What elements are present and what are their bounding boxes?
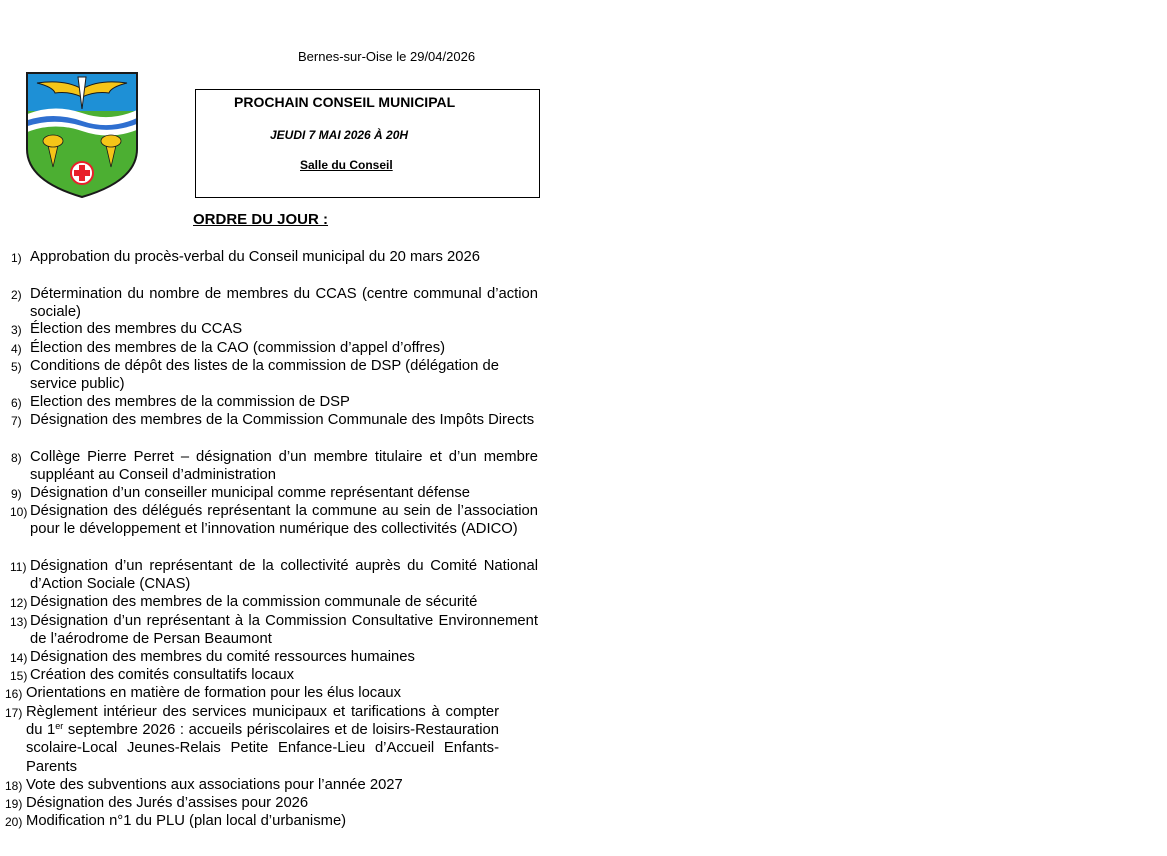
agenda-item-text xyxy=(26,703,499,776)
coat-of-arms-icon xyxy=(25,71,139,199)
agenda-item-number: 15) xyxy=(10,669,28,683)
agenda-item-number: 8) xyxy=(11,451,22,465)
agenda-item-number: 14) xyxy=(10,651,28,665)
agenda-item-number: 6) xyxy=(11,396,22,410)
agenda-item-text: Détermination du nombre de membres du CCAS (centre communal d’action sociale) xyxy=(30,286,538,321)
agenda-item-text: Désignation d’un représentant de la collectivité auprès du Comité National d’Action Sociale (CNAS) xyxy=(30,558,538,593)
agenda-item-number: 12) xyxy=(10,596,28,610)
ordinal-superscript: er xyxy=(55,721,64,732)
agenda-item-text: Désignation des Jurés d’assises pour 2026 xyxy=(26,795,309,811)
agenda-item-text: Election des membres de la commission de DSP xyxy=(30,394,350,410)
agenda-item-number: 3) xyxy=(11,323,22,337)
agenda-heading: ORDRE DU JOUR : xyxy=(193,211,329,228)
agenda-item-text: Orientations en matière de formation pour les élus locaux xyxy=(26,685,402,701)
agenda-item-text: Création des comités consultatifs locaux xyxy=(30,667,295,683)
agenda-item-number: 19) xyxy=(5,797,23,811)
maltese-cross-icon xyxy=(71,162,93,184)
agenda-item-text: Collège Pierre Perret – désignation d’un membre titulaire et d’un membre suppléant au Conseil d’administration xyxy=(30,449,538,484)
agenda-item-number: 9) xyxy=(11,487,22,501)
agenda-item-text: Désignation d’un conseiller municipal comme représentant défense xyxy=(30,485,471,501)
agenda-item-text: Désignation des délégués représentant la commune au sein de l’association pour le développement et l’innovation numérique des collectivités (ADICO) xyxy=(30,503,538,538)
agenda-item-number: 7) xyxy=(11,414,22,428)
agenda-item-number: 10) xyxy=(10,505,28,519)
agenda-item-text: Modification n°1 du PLU (plan local d’urbanisme) xyxy=(26,813,347,829)
agenda-item-number: 1) xyxy=(11,251,22,265)
agenda-item-number: 2) xyxy=(11,288,22,302)
meeting-location: Salle du Conseil xyxy=(300,158,393,172)
meeting-info-box xyxy=(195,89,540,198)
agenda-item-number: 20) xyxy=(5,815,23,829)
agenda-item-text: Élection des membres du CCAS xyxy=(30,321,243,337)
agenda-item-text: Vote des subventions aux associations pour l’année 2027 xyxy=(26,777,403,793)
agenda-item-text: Désignation des membres du comité ressources humaines xyxy=(30,649,415,665)
agenda-item-text: Désignation des membres de la commission communale de sécurité xyxy=(30,594,478,610)
agenda-item-number: 4) xyxy=(11,342,22,356)
agenda-item-text: Approbation du procès-verbal du Conseil municipal du 20 mars 2026 xyxy=(30,249,480,265)
agenda-item-text-part: Règlement intérieur des services municipaux et tarifications à compter du 1 xyxy=(26,704,499,739)
meeting-title: PROCHAIN CONSEIL MUNICIPAL xyxy=(234,94,456,110)
agenda-item-text: Conditions de dépôt des listes de la commission de DSP (délégation de service public) xyxy=(30,358,499,393)
document-date: Bernes-sur-Oise le 29/04/2026 xyxy=(298,49,476,64)
meeting-datetime: JEUDI 7 MAI 2026 À 20H xyxy=(270,128,409,142)
agenda-item-number: 11) xyxy=(10,560,27,574)
agenda-item-number: 5) xyxy=(11,360,22,374)
agenda-item-text: Élection des membres de la CAO (commission d’appel d’offres) xyxy=(30,340,446,356)
agenda-item-number: 17) xyxy=(5,706,23,720)
agenda-item-number: 18) xyxy=(5,779,23,793)
town-crest xyxy=(25,71,139,199)
agenda-item-text: Désignation des membres de la Commission Communale des Impôts Directs xyxy=(30,412,535,428)
agenda-item-text: Désignation d’un représentant à la Commission Consultative Environnement de l’aérodrome de Persan Beaumont xyxy=(30,613,538,648)
agenda-item-text-part: septembre 2026 : accueils périscolaires et de loisirs-Restauration scolaire-Local Jeunes-Relais Petite Enfance-Lieu d’Accueil Enfants-Parents xyxy=(26,722,499,775)
agenda-item-number: 16) xyxy=(5,687,23,701)
agenda-item-number: 13) xyxy=(10,615,28,629)
